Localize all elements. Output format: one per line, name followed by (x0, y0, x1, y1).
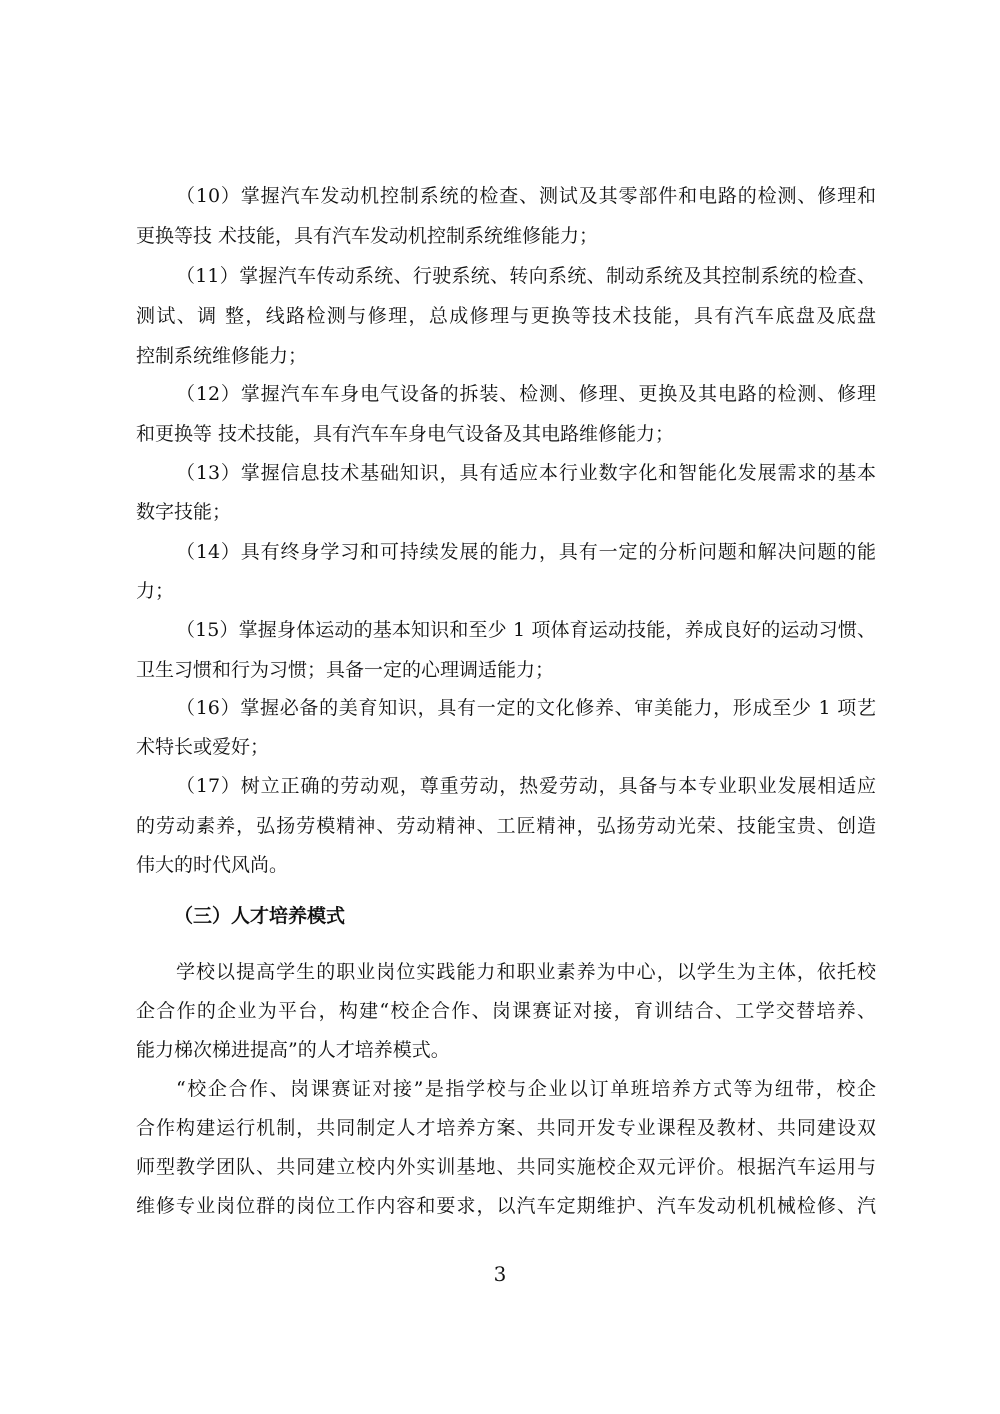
paragraph-line: 术特长或爱好； (136, 736, 270, 758)
paragraph-line: 维修专业岗位群的岗位工作内容和要求，以汽车定期维护、汽车发动机机械检修、汽 (136, 1195, 876, 1217)
page-number: 3 (493, 1262, 507, 1286)
paragraph-line: 学校以提高学生的职业岗位实践能力和职业素养为中心，以学生为主体，依托校 (176, 961, 876, 983)
paragraph-line: （12）掌握汽车车身电气设备的拆装、检测、修理、更换及其电路的检测、修理 (176, 383, 876, 405)
paragraph-line: （11）掌握汽车传动系统、行驶系统、转向系统、制动系统及其控制系统的检查、 (176, 265, 876, 287)
paragraph-line: 卫生习惯和行为习惯；具备一定的心理调适能力； (136, 659, 555, 681)
paragraph-line: （13）掌握信息技术基础知识，具有适应本行业数字化和智能化发展需求的基本 (176, 462, 876, 484)
section-heading: （三）人才培养模式 (174, 905, 346, 927)
paragraph-line: “校企合作、岗课赛证对接”是指学校与企业以订单班培养方式等为纽带，校企 (176, 1078, 876, 1100)
paragraph-line: （17）树立正确的劳动观，尊重劳动，热爱劳动，具备与本专业职业发展相适应 (176, 775, 876, 797)
paragraph-line: 和更换等 技术技能，具有汽车车身电气设备及其电路维修能力； (136, 423, 675, 445)
paragraph-line: 企合作的企业为平台，构建“校企合作、岗课赛证对接，育训结合、工学交替培养、 (136, 1000, 876, 1022)
paragraph-line: （10）掌握汽车发动机控制系统的检查、测试及其零部件和电路的检测、修理和 (176, 185, 876, 207)
paragraph-line: 师型教学团队、共同建立校内外实训基地、共同实施校企双元评价。根据汽车运用与 (136, 1156, 876, 1178)
paragraph-line: （16）掌握必备的美育知识，具有一定的文化修养、审美能力，形成至少 1 项艺 (176, 697, 876, 719)
paragraph-line: 测试、调 整，线路检测与修理，总成修理与更换等技术技能，具有汽车底盘及底盘 (136, 305, 876, 327)
paragraph-line: 力； (136, 580, 175, 602)
paragraph-line: 合作构建运行机制，共同制定人才培养方案、共同开发专业课程及教材、共同建设双 (136, 1117, 876, 1139)
paragraph-line: 的劳动素养，弘扬劳模精神、劳动精神、工匠精神，弘扬劳动光荣、技能宝贵、创造 (136, 815, 876, 837)
paragraph-line: （15）掌握身体运动的基本知识和至少 1 项体育运动技能，养成良好的运动习惯、 (176, 619, 876, 641)
paragraph-line: 控制系统维修能力； (136, 345, 308, 367)
paragraph-line: 数字技能； (136, 501, 232, 523)
paragraph-line: 更换等技 术技能，具有汽车发动机控制系统维修能力； (136, 225, 599, 247)
paragraph-line: （14）具有终身学习和可持续发展的能力，具有一定的分析问题和解决问题的能 (176, 541, 876, 563)
paragraph-line: 伟大的时代风尚。 (136, 854, 289, 876)
paragraph-line: 能力梯次梯进提高”的人才培养模式。 (136, 1039, 450, 1061)
